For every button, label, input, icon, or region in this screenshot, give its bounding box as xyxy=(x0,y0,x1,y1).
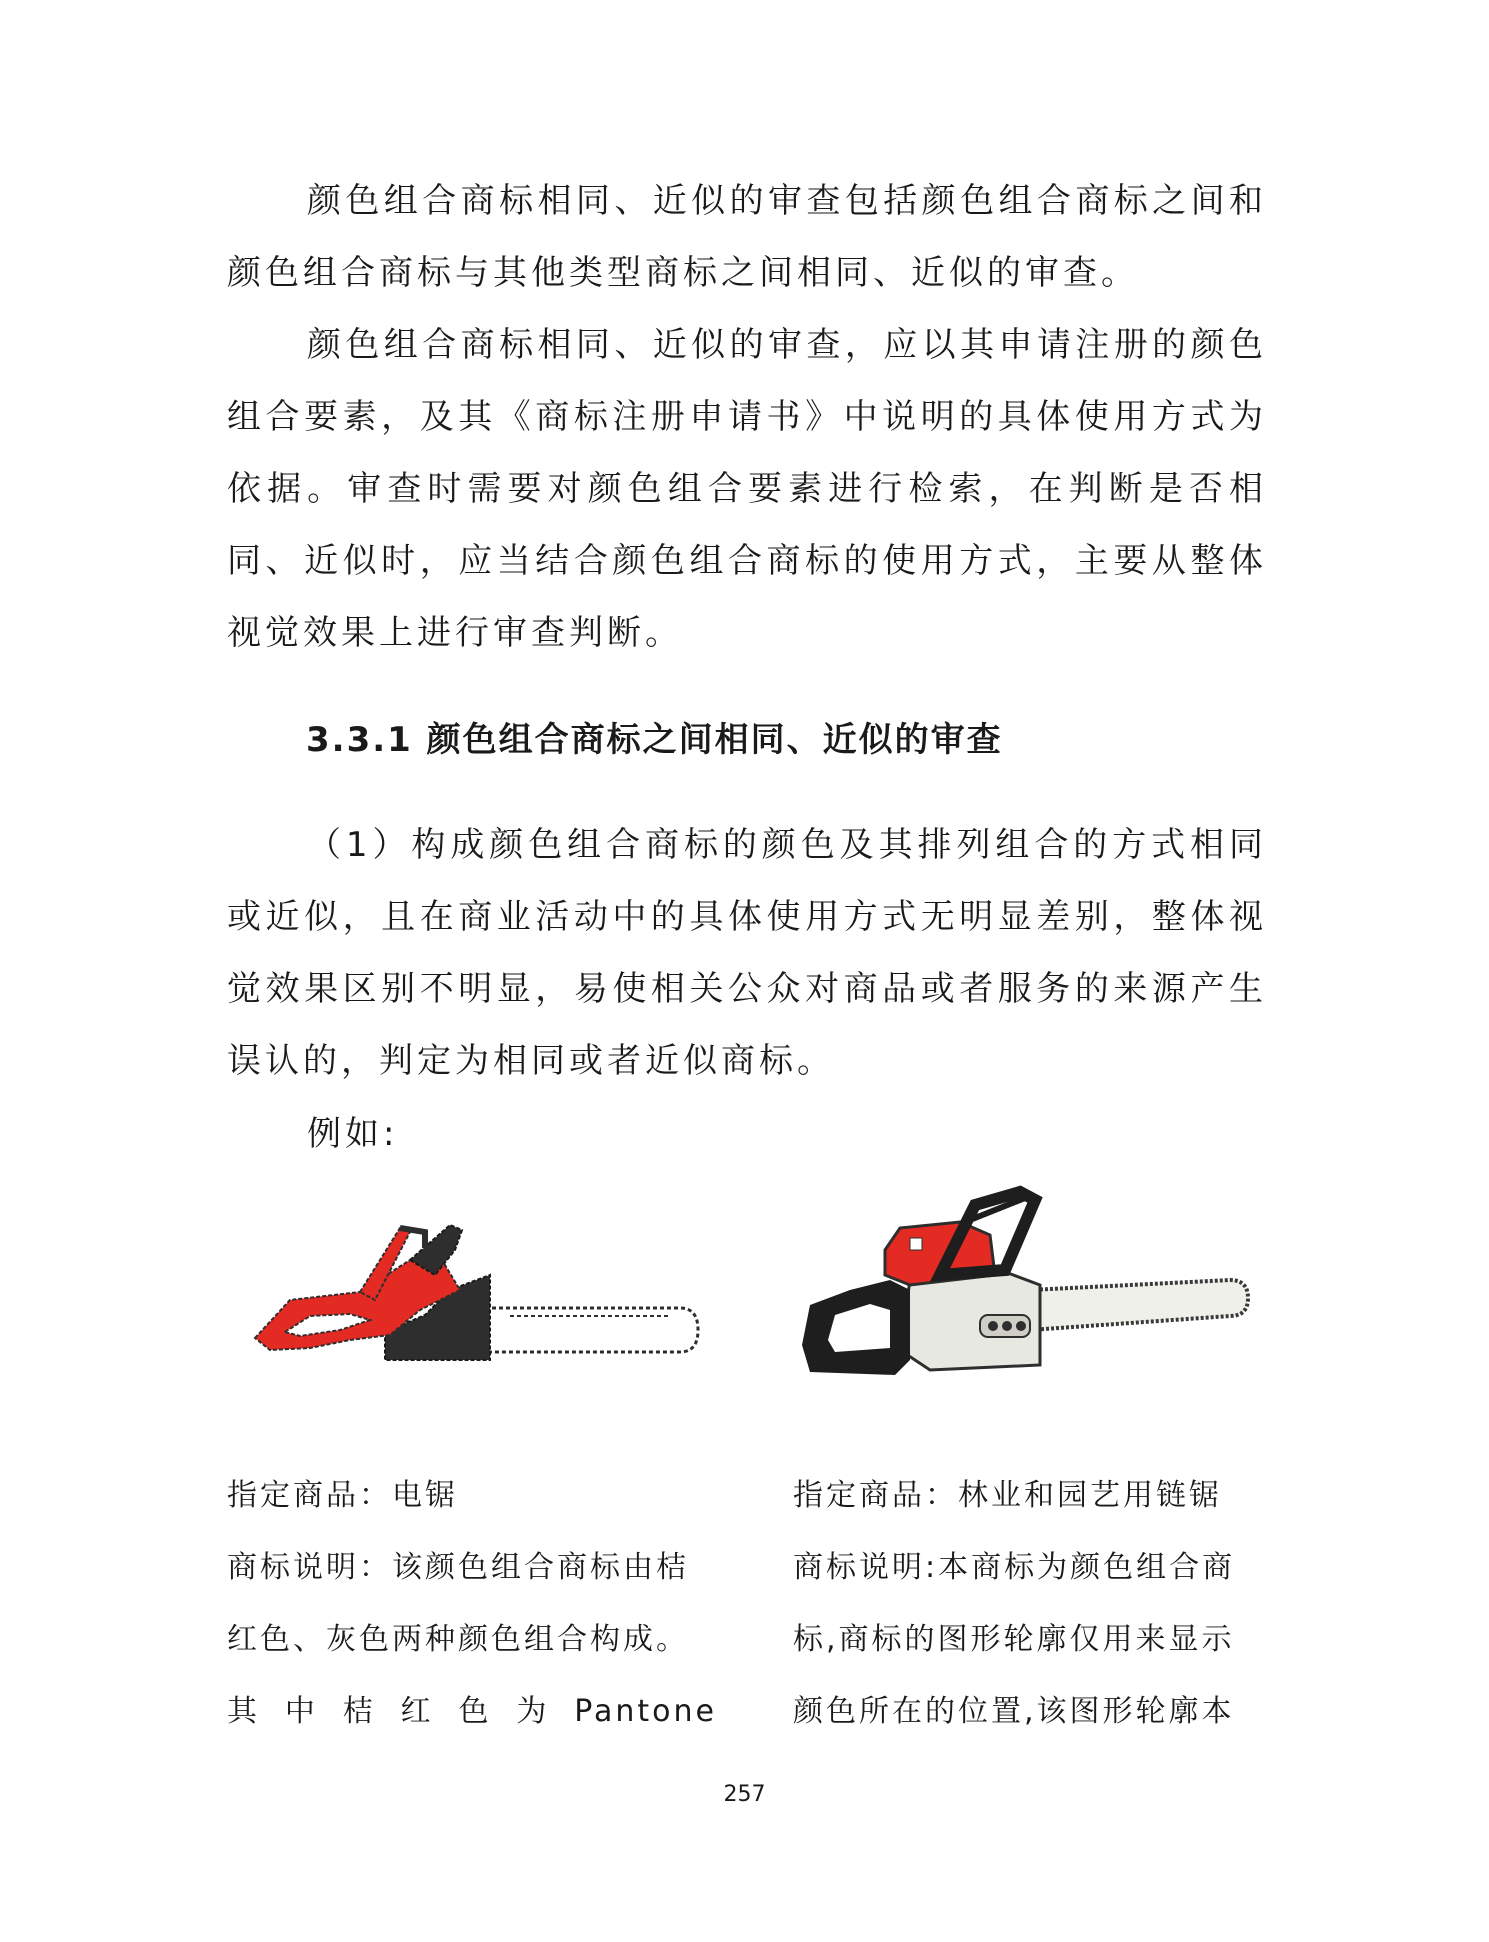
paragraph-3: （1）构成颜色组合商标的颜色及其排列组合的方式相同或近似，且在商业活动中的具体使用方式无明显差别，整体视觉效果区别不明显，易使相关公众对商品或者服务的来源产生误认的，判定为相同或者近似商标。 xyxy=(227,825,1267,1081)
chainsaw-photo-trademark-image xyxy=(790,1180,1250,1410)
paragraph-2: 颜色组合商标相同、近似的审查，应以其申请注册的颜色组合要素，及其《商标注册申请书》中说明的具体使用方式为依据。审查时需要对颜色组合要素进行检索，在判断是否相同、近似时，应当结合颜色组合商标的使用方式，主要从整体视觉效果上进行审查判断。 xyxy=(227,325,1267,653)
right-caption-line-3: 标,商标的图形轮廓仅用来显示 xyxy=(793,1622,1235,1657)
section-heading: 3.3.1 颜色组合商标之间相同、近似的审查 xyxy=(306,720,1003,760)
left-caption-line-3: 红色、灰色两种颜色组合构成。 xyxy=(227,1622,689,1657)
chainsaw-realistic-icon xyxy=(790,1180,1250,1410)
right-caption xyxy=(793,1460,1273,1748)
left-caption-char: 中 xyxy=(284,1694,318,1729)
left-caption-char: Pantone xyxy=(574,1694,717,1729)
left-caption-char: 桔 xyxy=(342,1694,376,1729)
left-caption-char: 其 xyxy=(227,1694,260,1729)
left-caption xyxy=(227,1460,717,1748)
left-caption-char: 色 xyxy=(458,1694,492,1729)
chainsaw-outline-trademark-image xyxy=(250,1220,700,1390)
right-caption-line-2: 商标说明:本商标为颜色组合商 xyxy=(793,1550,1236,1585)
right-caption-line-4: 颜色所在的位置,该图形轮廓本 xyxy=(793,1694,1235,1729)
left-caption-line-2: 商标说明：该颜色组合商标由桔 xyxy=(227,1550,689,1585)
left-caption-char: 为 xyxy=(516,1694,550,1729)
paragraph-1: 颜色组合商标相同、近似的审查包括颜色组合商标之间和颜色组合商标与其他类型商标之间相同、近似的审查。 xyxy=(227,181,1267,293)
left-caption-line-4 xyxy=(227,1676,717,1748)
example-label: 例如: xyxy=(307,1114,399,1154)
chainsaw-outline-icon xyxy=(250,1220,700,1390)
left-caption-line-1: 指定商品：电锯 xyxy=(227,1478,458,1513)
page-number: 257 xyxy=(723,1782,766,1807)
right-caption-line-1: 指定商品：林业和园艺用链锯 xyxy=(793,1478,1222,1513)
left-caption-char: 红 xyxy=(400,1694,434,1729)
